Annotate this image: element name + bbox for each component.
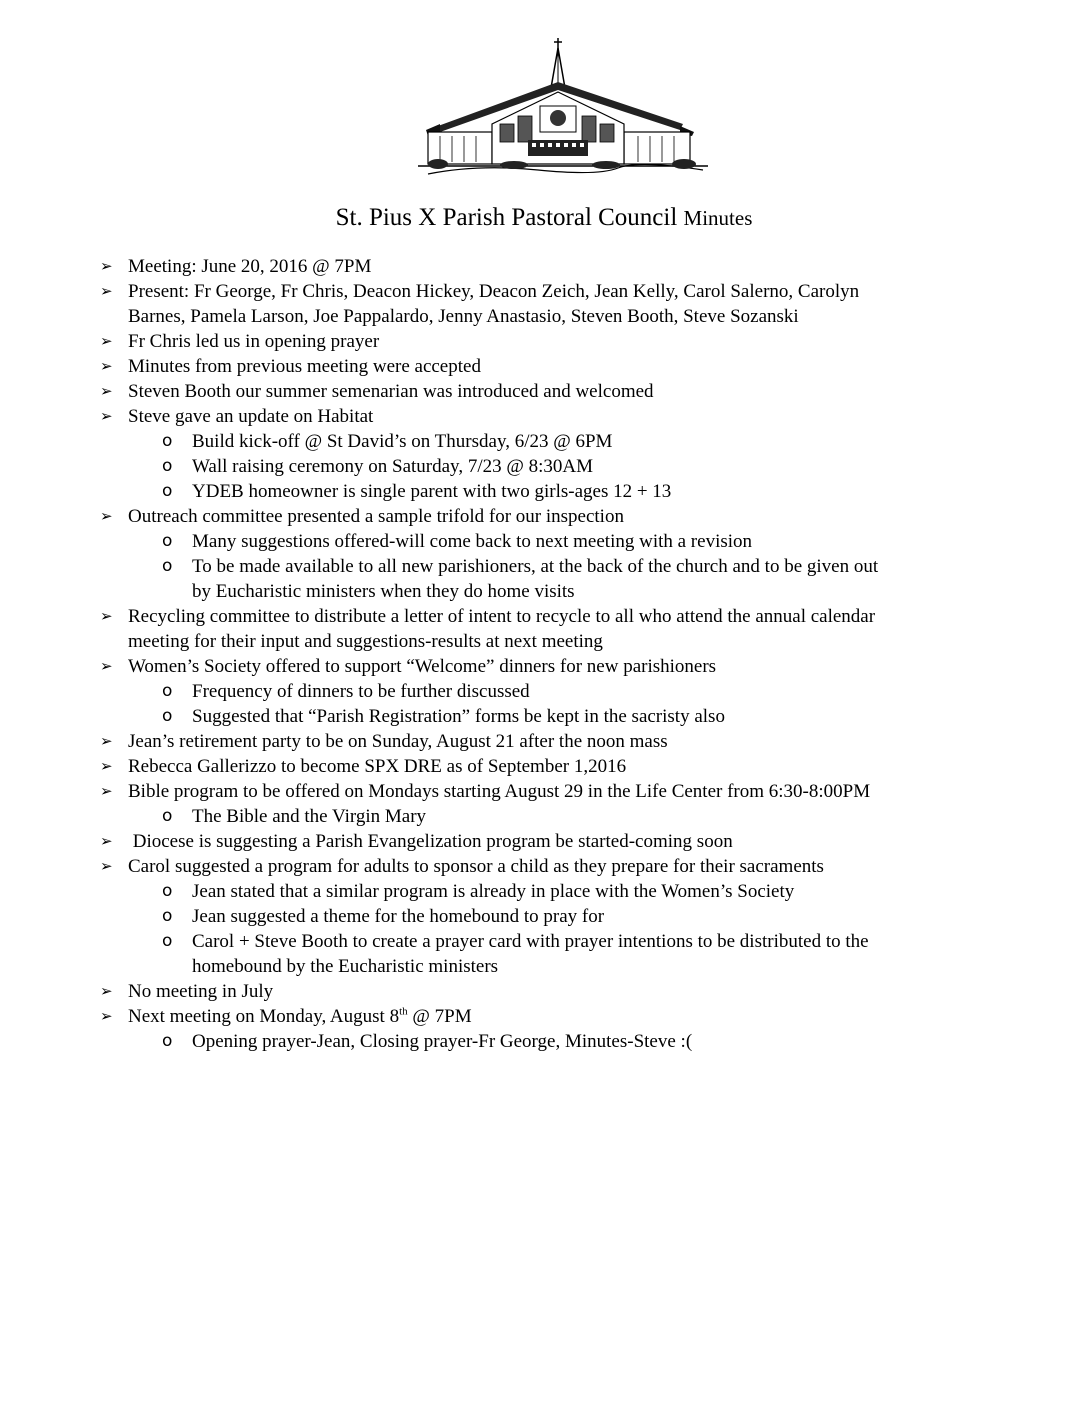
minutes-item (100, 404, 1040, 429)
minutes-subitem (164, 929, 1040, 979)
circle-bullet-icon: o (162, 881, 173, 901)
arrow-bullet-icon: ➢ (100, 782, 113, 800)
minutes-line: Diocese is suggesting a Parish Evangelization program be started-coming soon (128, 831, 733, 852)
minutes-subitem (164, 454, 1040, 479)
minutes-item (100, 654, 1040, 679)
circle-bullet-icon: o (162, 681, 173, 701)
arrow-bullet-icon: ➢ (100, 857, 113, 875)
minutes-subitem (164, 879, 1040, 904)
minutes-item (100, 829, 1040, 854)
minutes-line: homebound by the Eucharistic ministers (192, 956, 499, 977)
minutes-subitem (164, 554, 1040, 604)
minutes-subitem (164, 1029, 1040, 1054)
minutes-subitem (164, 904, 1040, 929)
minutes-line: Steve gave an update on Habitat (128, 406, 374, 427)
minutes-line: Meeting: June 20, 2016 @ 7PM (128, 256, 372, 277)
minutes-item (100, 754, 1040, 779)
minutes-item (100, 854, 1040, 879)
page-title (0, 200, 1088, 236)
arrow-bullet-icon: ➢ (100, 507, 113, 525)
minutes-subitem (164, 429, 1040, 454)
minutes-line: Outreach committee presented a sample trifold for our inspection (128, 506, 624, 527)
minutes-text: Next meeting on Monday, August 8 (128, 1006, 400, 1027)
minutes-item (100, 254, 1040, 279)
minutes-line: Wall raising ceremony on Saturday, 7/23 @ 8:30AM (192, 456, 593, 477)
arrow-bullet-icon: ➢ (100, 357, 113, 375)
arrow-bullet-icon: ➢ (100, 832, 113, 850)
minutes-line: Recycling committee to distribute a letter of intent to recycle to all who attend the annual calendar (128, 606, 876, 627)
minutes-line: Steven Booth our summer semenarian was introduced and welcomed (128, 381, 654, 402)
circle-bullet-icon: o (162, 931, 173, 951)
circle-bullet-icon: o (162, 706, 173, 726)
circle-bullet-icon: o (162, 531, 173, 551)
circle-bullet-icon: o (162, 906, 173, 926)
minutes-subitem (164, 704, 1040, 729)
arrow-bullet-icon: ➢ (100, 382, 113, 400)
minutes-subitem (164, 529, 1040, 554)
minutes-line: The Bible and the Virgin Mary (192, 806, 427, 827)
arrow-bullet-icon: ➢ (100, 757, 113, 775)
arrow-bullet-icon: ➢ (100, 332, 113, 350)
minutes-line (128, 1004, 1040, 1029)
minutes-line: Minutes from previous meeting were accepted (128, 356, 481, 377)
minutes-item (100, 604, 1040, 654)
minutes-line: Jean’s retirement party to be on Sunday, August 21 after the noon mass (128, 731, 668, 752)
minutes-item (100, 504, 1040, 529)
minutes-item (100, 979, 1040, 1004)
minutes-item (100, 279, 1040, 329)
circle-bullet-icon: o (162, 806, 173, 826)
title-main: St. Pius X Parish Pastoral Council (335, 204, 678, 231)
circle-bullet-icon: o (162, 431, 173, 451)
minutes-line: Many suggestions offered-will come back to next meeting with a revision (192, 531, 753, 552)
minutes-text: @ 7PM (407, 1006, 472, 1027)
arrow-bullet-icon: ➢ (100, 982, 113, 1000)
minutes-line: Fr Chris led us in opening prayer (128, 331, 380, 352)
minutes-line: No meeting in July (128, 981, 274, 1002)
circle-bullet-icon: o (162, 556, 173, 576)
minutes-item (100, 1004, 1040, 1029)
minutes-line: Build kick-off @ St David’s on Thursday, 6/23 @ 6PM (192, 431, 613, 452)
arrow-bullet-icon: ➢ (100, 282, 113, 300)
arrow-bullet-icon: ➢ (100, 732, 113, 750)
minutes-item (100, 379, 1040, 404)
minutes-line: Carol + Steve Booth to create a prayer card with prayer intentions to be distributed to the (192, 931, 869, 952)
arrow-bullet-icon: ➢ (100, 1007, 113, 1025)
church-logo (418, 36, 708, 178)
arrow-bullet-icon: ➢ (100, 657, 113, 675)
minutes-line: YDEB homeowner is single parent with two girls-ages 12 + 13 (192, 481, 672, 502)
minutes-line: Jean stated that a similar program is already in place with the Women’s Society (192, 881, 795, 902)
arrow-bullet-icon: ➢ (100, 607, 113, 625)
minutes-item (100, 779, 1040, 804)
arrow-bullet-icon: ➢ (100, 407, 113, 425)
minutes-subitem (164, 804, 1040, 829)
minutes-line: meeting for their input and suggestions-results at next meeting (128, 631, 603, 652)
minutes-line: Barnes, Pamela Larson, Joe Pappalardo, Jenny Anastasio, Steven Booth, Steve Sozanski (128, 306, 799, 327)
minutes-line: Frequency of dinners to be further discussed (192, 681, 530, 702)
minutes-line: Present: Fr George, Fr Chris, Deacon Hickey, Deacon Zeich, Jean Kelly, Carol Salerno, Carolyn (128, 281, 860, 302)
minutes-line: Bible program to be offered on Mondays starting August 29 in the Life Center from 6:30-8:00PM (128, 781, 871, 802)
minutes-list (100, 254, 1040, 1054)
minutes-line: Women’s Society offered to support “Welcome” dinners for new parishioners (128, 656, 717, 677)
minutes-line: by Eucharistic ministers when they do home visits (192, 581, 575, 602)
minutes-line: To be made available to all new parishioners, at the back of the church and to be given out (192, 556, 879, 577)
title-suffix: Minutes (683, 206, 753, 230)
minutes-item (100, 354, 1040, 379)
minutes-item (100, 329, 1040, 354)
minutes-line: Suggested that “Parish Registration” forms be kept in the sacristy also (192, 706, 725, 727)
minutes-subitem (164, 679, 1040, 704)
minutes-subitem (164, 479, 1040, 504)
circle-bullet-icon: o (162, 456, 173, 476)
circle-bullet-icon: o (162, 481, 173, 501)
minutes-line: Rebecca Gallerizzo to become SPX DRE as of September 1,2016 (128, 756, 627, 777)
minutes-line: Opening prayer-Jean, Closing prayer-Fr George, Minutes-Steve :( (192, 1031, 693, 1052)
minutes-line: Carol suggested a program for adults to sponsor a child as they prepare for their sacraments (128, 856, 824, 877)
arrow-bullet-icon: ➢ (100, 257, 113, 275)
minutes-item (100, 729, 1040, 754)
circle-bullet-icon: o (162, 1031, 173, 1051)
minutes-line: Jean suggested a theme for the homebound to pray for (192, 906, 605, 927)
ordinal-suffix: th (399, 1005, 408, 1018)
